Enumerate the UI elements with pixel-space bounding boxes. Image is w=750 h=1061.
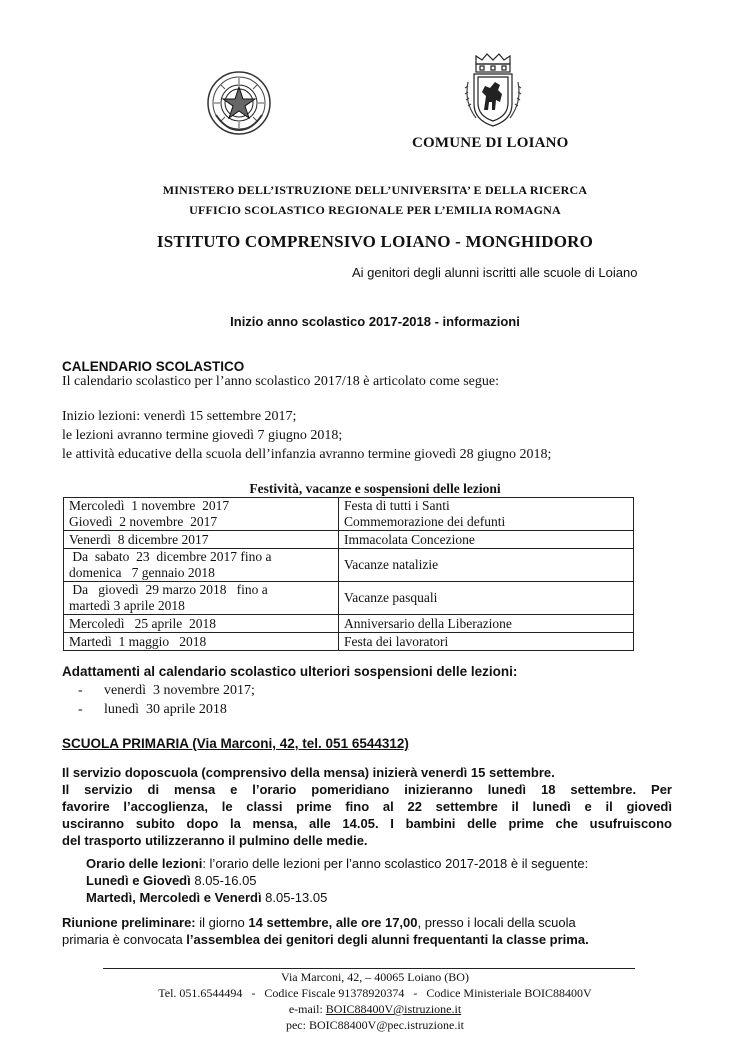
footer-pec-label: pec: (285, 1018, 309, 1032)
adaptations-heading: Adattamenti al calendario scolastico ulteriori sospensioni delle lezioni: (62, 664, 518, 679)
ministry-name: MINISTERO DELL’ISTRUZIONE DELL’UNIVERSITA’ E DELLA RICERCA (162, 183, 588, 197)
lesson-schedule (86, 855, 588, 906)
list-item: - venerdì 3 novembre 2017; (78, 683, 255, 698)
table-row (64, 633, 634, 651)
holiday-date-cell: Venerdì 8 dicembre 2017 (64, 531, 339, 549)
calendar-intro: Il calendario scolastico per l’anno scolastico 2017/18 è articolato come segue: (62, 374, 499, 389)
meeting-text: primaria è convocata (62, 932, 187, 947)
schedule-text: : l’orario delle lezioni per l’anno scolastico 2017-2018 è il seguente: (202, 856, 589, 871)
footer-email-link[interactable]: BOIC88400V@istruzione.it (325, 1002, 462, 1016)
schedule-label: Orario delle lezioni (86, 856, 203, 871)
comune-loiano-coat-of-arms-icon (462, 52, 524, 130)
holiday-event-cell: Festa di tutti i Santi Commemorazione dei defunti (339, 498, 634, 531)
calendar-line: Inizio lezioni: venerdì 15 settembre 2017; (62, 409, 297, 424)
footer-email (0, 1002, 750, 1017)
meeting-date: 14 settembre, alle ore 17,00 (248, 915, 418, 930)
footer-address: Via Marconi, 42, – 40065 Loiano (BO) (281, 970, 469, 984)
primary-school-heading: SCUOLA PRIMARIA (Via Marconi, 42, tel. 051 6544312) (62, 736, 409, 751)
footer-phone: Tel. 051.6544494 (158, 986, 243, 1000)
calendar-line: le lezioni avranno termine giovedì 7 giugno 2018; (62, 428, 343, 443)
schedule-days: Martedì, Mercoledì e Venerdì (86, 890, 262, 905)
table-row (64, 549, 634, 582)
paragraph-line: del trasporto utilizzeranno il pulmino delle medie. (62, 833, 368, 848)
holiday-event-cell: Immacolata Concezione (339, 531, 634, 549)
holiday-date-cell: Martedì 1 maggio 2018 (64, 633, 339, 651)
holiday-event-cell: Anniversario della Liberazione (339, 615, 634, 633)
paragraph-line: usciranno subito dopo la mensa, alle 14.05. I bambini delle prime che usufruiscono (62, 816, 672, 831)
calendar-heading: CALENDARIO SCOLASTICO (62, 359, 245, 374)
comune-name: COMUNE DI LOIANO (412, 135, 569, 151)
schedule-hours: 8.05-13.05 (261, 890, 328, 905)
footer-fiscal-code: - Codice Fiscale 91378920374 (251, 986, 405, 1000)
primary-school-paragraph (62, 764, 672, 849)
regional-office-name: UFFICIO SCOLASTICO REGIONALE PER L’EMILIA ROMAGNA (189, 203, 561, 217)
holiday-date-cell: Mercoledì 25 aprile 2018 (64, 615, 339, 633)
paragraph-line: Il servizio di mensa e l’orario pomeridiano inizieranno lunedì 18 settembre. Per (62, 782, 672, 797)
recipients-line: Ai genitori degli alunni iscritti alle scuole di Loiano (352, 265, 638, 280)
footer-codes (0, 986, 750, 1001)
document-subject: Inizio anno scolastico 2017-2018 - informazioni (230, 314, 520, 329)
holiday-event-cell: Festa dei lavoratori (339, 633, 634, 651)
table-row (64, 615, 634, 633)
footer-email-label: e-mail: (288, 1002, 326, 1016)
paragraph-line: Il servizio doposcuola (comprensivo della mensa) inizierà venerdì 15 settembre. (62, 765, 555, 780)
holiday-table (63, 497, 634, 651)
meeting-label: Riunione preliminare: (62, 915, 196, 930)
meeting-invitees: l’assemblea dei genitori degli alunni frequentanti la classe prima. (186, 932, 589, 947)
holiday-table-caption: Festività, vacanze e sospensioni delle lezioni (249, 481, 501, 496)
table-row (64, 531, 634, 549)
schedule-hours: 8.05-16.05 (190, 873, 257, 888)
footer-ministerial-code: - Codice Ministeriale BOIC88400V (413, 986, 592, 1000)
holiday-event-cell: Vacanze pasquali (339, 582, 634, 615)
paragraph-line: favorire l’accoglienza, le classi prime fino al 22 settembre il lunedì e il giovedì (62, 799, 672, 814)
footer-pec-address[interactable]: BOIC88400V@pec.istruzione.it (308, 1018, 465, 1032)
meeting-text: il giorno (195, 915, 249, 930)
footer-pec (0, 1018, 750, 1033)
calendar-line: le attività educative della scuola dell’infanzia avranno termine giovedì 28 giugno 2018; (62, 447, 552, 462)
list-item: - lunedì 30 aprile 2018 (78, 702, 227, 717)
table-row (64, 498, 634, 531)
preliminary-meeting (62, 914, 672, 948)
table-row (64, 582, 634, 615)
holiday-date-cell: Mercoledì 1 novembre 2017 Giovedì 2 novembre 2017 (64, 498, 339, 531)
italian-republic-emblem-icon (206, 70, 272, 136)
footer-divider (103, 968, 635, 969)
holiday-date-cell: Da giovedì 29 marzo 2018 fino a martedì 3 aprile 2018 (64, 582, 339, 615)
schedule-days: Lunedì e Giovedì (86, 873, 191, 888)
holiday-date-cell: Da sabato 23 dicembre 2017 fino a domenica 7 gennaio 2018 (64, 549, 339, 582)
holiday-event-cell: Vacanze natalizie (339, 549, 634, 582)
meeting-text: , presso i locali della scuola (417, 915, 576, 930)
institute-name: ISTITUTO COMPRENSIVO LOIANO - MONGHIDORO (156, 232, 594, 251)
